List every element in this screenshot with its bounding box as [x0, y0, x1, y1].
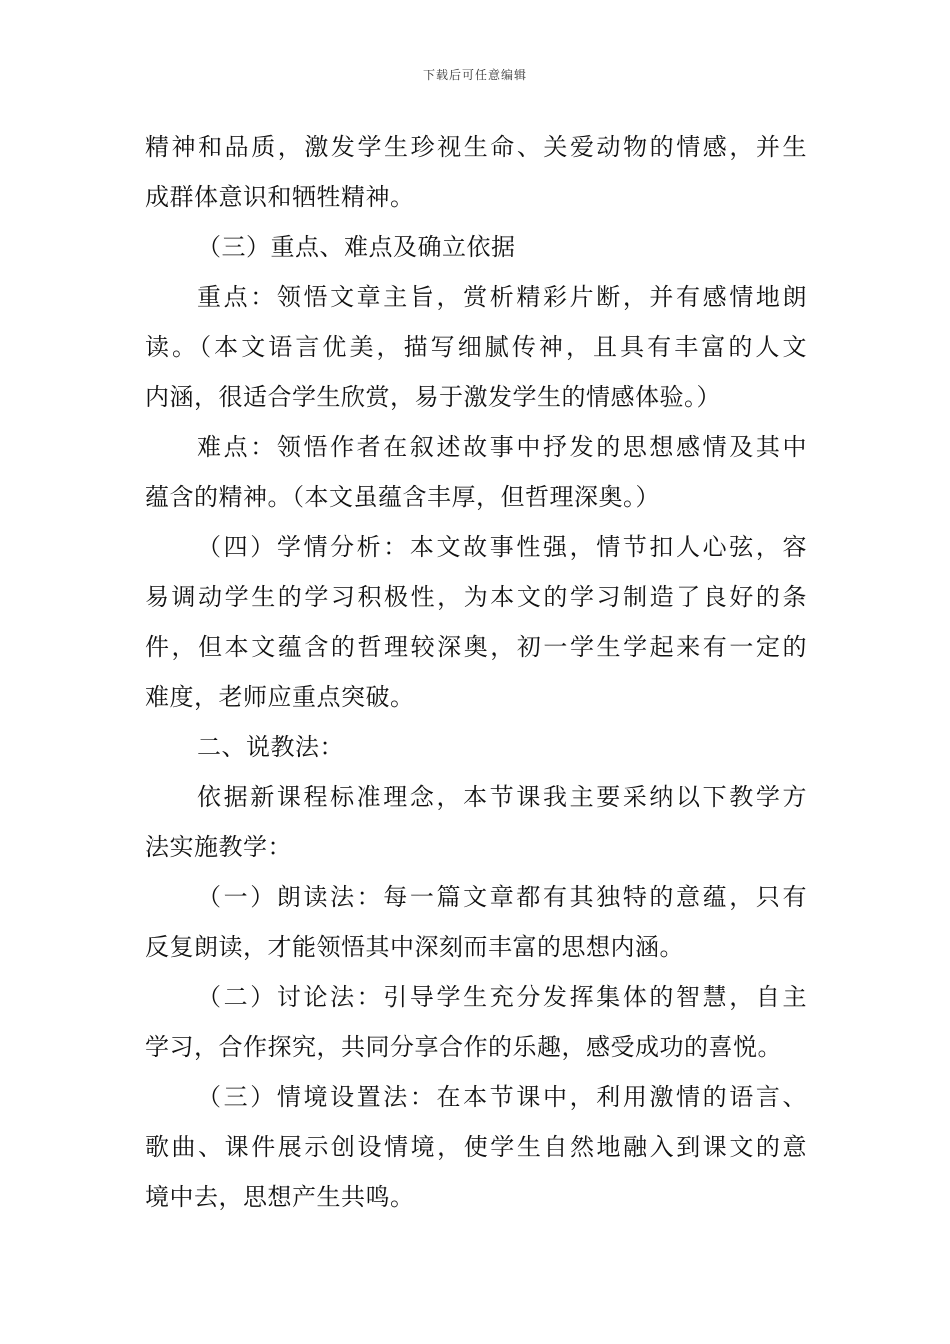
text-line: 重点：领悟文章主旨，赏析精彩片断，并有感情地朗	[197, 283, 807, 311]
section-heading	[145, 222, 807, 272]
paragraph	[145, 122, 807, 222]
text-line: 依据新课程标准理念，本节课我主要采纳以下教学方	[197, 783, 807, 811]
text-line: 蕴含的精神。（本文虽蕴含丰厚，但哲理深奥。）	[145, 483, 660, 511]
paragraph	[145, 422, 807, 522]
text-line: 难度，老师应重点突破。	[145, 683, 415, 711]
text-line: 法实施教学：	[145, 833, 292, 861]
paragraph	[145, 872, 807, 972]
text-line: 精神和品质，激发学生珍视生命、关爱动物的情感，并生	[145, 133, 807, 161]
text-line: 难点：领悟作者在叙述故事中抒发的思想感情及其中	[197, 433, 807, 461]
text-line: 易调动学生的学习积极性，为本文的学习制造了良好的条	[145, 583, 807, 611]
text-line: （三）情境设置法：在本节课中，利用激情的语言、	[197, 1083, 807, 1111]
paragraph	[145, 272, 807, 422]
paragraph	[145, 1072, 807, 1222]
paragraph	[145, 772, 807, 872]
page-header: 下载后可任意编辑	[422, 68, 527, 82]
text-line: 二、说教法：	[197, 733, 344, 761]
text-line: 内涵，很适合学生欣赏，易于激发学生的情感体验。）	[145, 383, 721, 411]
paragraph	[145, 972, 807, 1072]
text-line: （一）朗读法：每一篇文章都有其独特的意蕴，只有	[197, 883, 807, 911]
text-line: （四）学情分析：本文故事性强，情节扣人心弦，容	[197, 533, 807, 561]
text-line: 歌曲、课件展示创设情境，使学生自然地融入到课文的意	[145, 1133, 807, 1161]
text-line: 学习，合作探究，共同分享合作的乐趣，感受成功的喜悦。	[145, 1033, 782, 1061]
paragraph	[145, 522, 807, 722]
document-body	[145, 122, 807, 1222]
text-line: （二）讨论法：引导学生充分发挥集体的智慧，自主	[197, 983, 807, 1011]
section-heading	[145, 722, 807, 772]
text-line: 成群体意识和牺牲精神。	[145, 183, 415, 211]
text-line: 反复朗读，才能领悟其中深刻而丰富的思想内涵。	[145, 933, 684, 961]
text-line: 件，但本文蕴含的哲理较深奥，初一学生学起来有一定的	[145, 633, 807, 661]
text-line: 境中去，思想产生共鸣。	[145, 1183, 415, 1211]
text-line: 读。（本文语言优美，描写细腻传神，且具有丰富的人文	[145, 333, 807, 361]
text-line: （三）重点、难点及确立依据	[197, 233, 516, 261]
